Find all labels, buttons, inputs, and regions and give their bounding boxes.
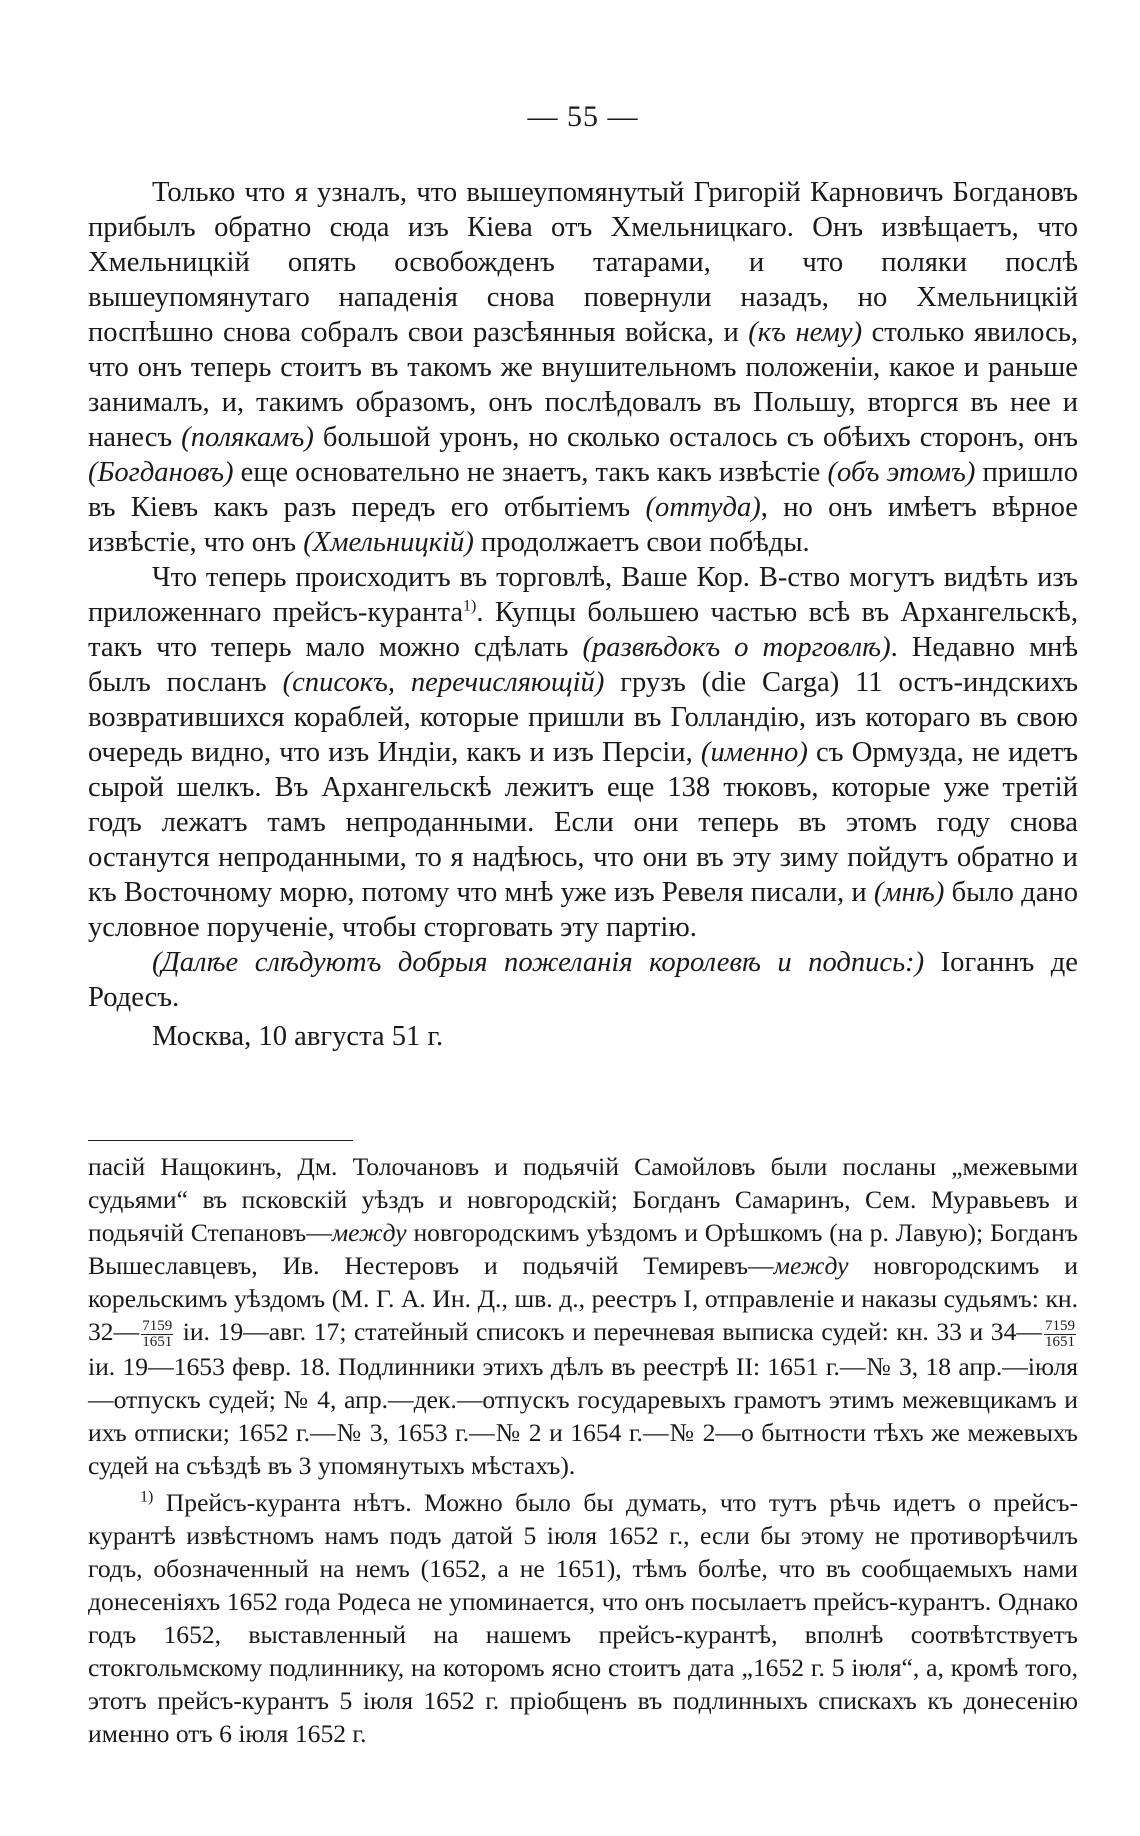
footnote-marker: 1) [140,1488,154,1506]
date-line: Москва, 10 августа 51 г. [152,1021,444,1052]
fraction: $\frac{7159}{1651}$ [142,1317,173,1350]
footnotes [88,1150,1078,1750]
fraction: $\frac{7159}{1651}$ [1045,1317,1075,1350]
page-number: — 55 — [527,100,639,133]
footnote-1: $^{1)}$ Прейсъ-куранта нѣтъ. Можно было бы думать, что тутъ рѣчь идетъ о прейсъ-курантѣ извѣстномъ намъ подъ датой 5 іюля 1652 г., если бы этому не противорѣчилъ годъ, обозначенный на немъ (1652, а не 1651), тѣмъ болѣе, что въ сообщаемыхъ нами донесеніяхъ 1652 года Родеса не упоминается, что онъ посылаетъ прейсъ-курантъ. Однако годъ 1652, выставленный на нашемъ прейсъ-курантѣ, вполнѣ соотвѣтствуетъ стокгольмскому подлиннику, на которомъ ясно стоитъ дата „1652 г. 5 іюля“, а, кромѣ того, этотъ прейсъ-курантъ 5 іюля 1652 г. пріобщенъ въ подлинныхъ спискахъ къ донесенію именно отъ 6 іюля 1652 г. [88,1487,1078,1748]
footnote-continuation: пасій Нащокинъ, Дм. Толочановъ и подьячій Самойловъ были посланы „межевыми судьями“ въ псковскій уѣздъ и новгородскій; Богданъ Самаринъ, Сем. Муравьевъ и подьячій Степановъ—между новгородскимъ уѣздомъ и Орѣшкомъ (на р. Лавую); Богданъ Вышеславцевъ, Ив. Нестеровъ и подьячій Темиревъ—между новгородскимъ и корельскимъ уѣздомъ (М. Г. А. Ин. Д., шв. д., реестръ I, отправленіе и наказы судьямъ: кн. 32— $\frac{7159}{1651}$ іи. 19—авг. 17; статейный списокъ и перечневая выписка судей: кн. 33 и 34— $\frac{7159}{1651}$ іи. 19—1653 февр. 18. Подлинники этихъ дѣлъ въ реестрѣ II: 1651 г.—№ 3, 18 апр.—іюля—отпускъ судей; № 4, апр.—дек.—отпускъ государевыхъ грамотъ этимъ межевщикамъ и ихъ отписки; 1652 г.—№ 3, 1653 г.—№ 2 и 1654 г.—№ 2—о бытности тѣхъ же межевыхъ судей на съѣздѣ въ 3 упомянутыхъ мѣстахъ). [88,1152,1078,1480]
main-text [88,175,1078,1054]
footnote-divider [88,1140,353,1141]
paragraph-trade: Что теперь происходитъ въ торговлѣ, Ваше Кор. В-ство могутъ видѣть изъ приложеннаго прейсъ-куранта$^{1)}$. Купцы большею частью всѣ въ Архангельскѣ, такъ что теперь мало можно сдѣлать (развѣдокъ о торговлѣ). Недавно мнѣ былъ посланъ (списокъ, перечисляющій) грузъ (die Carga) 11 остъ-индскихъ возвратившихся кораблей, которые пришли въ Голландію, изъ котораго въ свою очередь видно, что изъ Индіи, какъ и изъ Персіи, (именно) съ Ормузда, не идетъ сырой шелкъ. Въ Архангельскѣ лежитъ еще 138 тюковъ, которые уже третій годъ лежатъ тамъ непроданными. Если они теперь въ этомъ году снова останутся непроданными, то я надѣюсь, что они въ эту зиму пойдутъ обратно и къ Восточному морю, потому что мнѣ уже изъ Ревеля писали, и (мнѣ) было дано условное порученіе, чтобы сторговать эту партію. [88,562,1078,943]
footnote-ref[interactable]: 1) [463,597,477,615]
paragraph-report: Только что я узналъ, что вышеупомянутый Григорій Карновичъ Богдановъ прибылъ обратно сюда изъ Кіева отъ Хмельницкаго. Онъ извѣщаетъ, что Хмельницкій опять освобожденъ татарами, и что поляки послѣ вышеупомянутаго нападенія снова повернули назадъ, но Хмельницкій поспѣшно снова собралъ свои разсѣянныя войска, и (къ нему) столько явилось, что онъ теперь стоитъ въ такомъ же внушительномъ положеніи, какое и раньше занималъ, и, такимъ образомъ, онъ послѣдовалъ въ Польшу, вторгся въ нее и нанесъ (полякамъ) большой уронъ, но сколько осталось съ обѣихъ сторонъ, онъ (Богдановъ) еще основательно не знаетъ, такъ какъ извѣстіе (объ этомъ) пришло въ Кіевъ какъ разъ передъ его отбытіемъ (оттуда), но онъ имѣетъ вѣрное извѣстіе, что онъ (Хмельницкій) продолжаетъ свои побѣды. [88,177,1079,558]
paragraph-signature: (Далѣе слѣдуютъ добрыя пожеланія королевѣ и подпись:) Іоганнъ де Родесъ. [88,947,1078,1013]
